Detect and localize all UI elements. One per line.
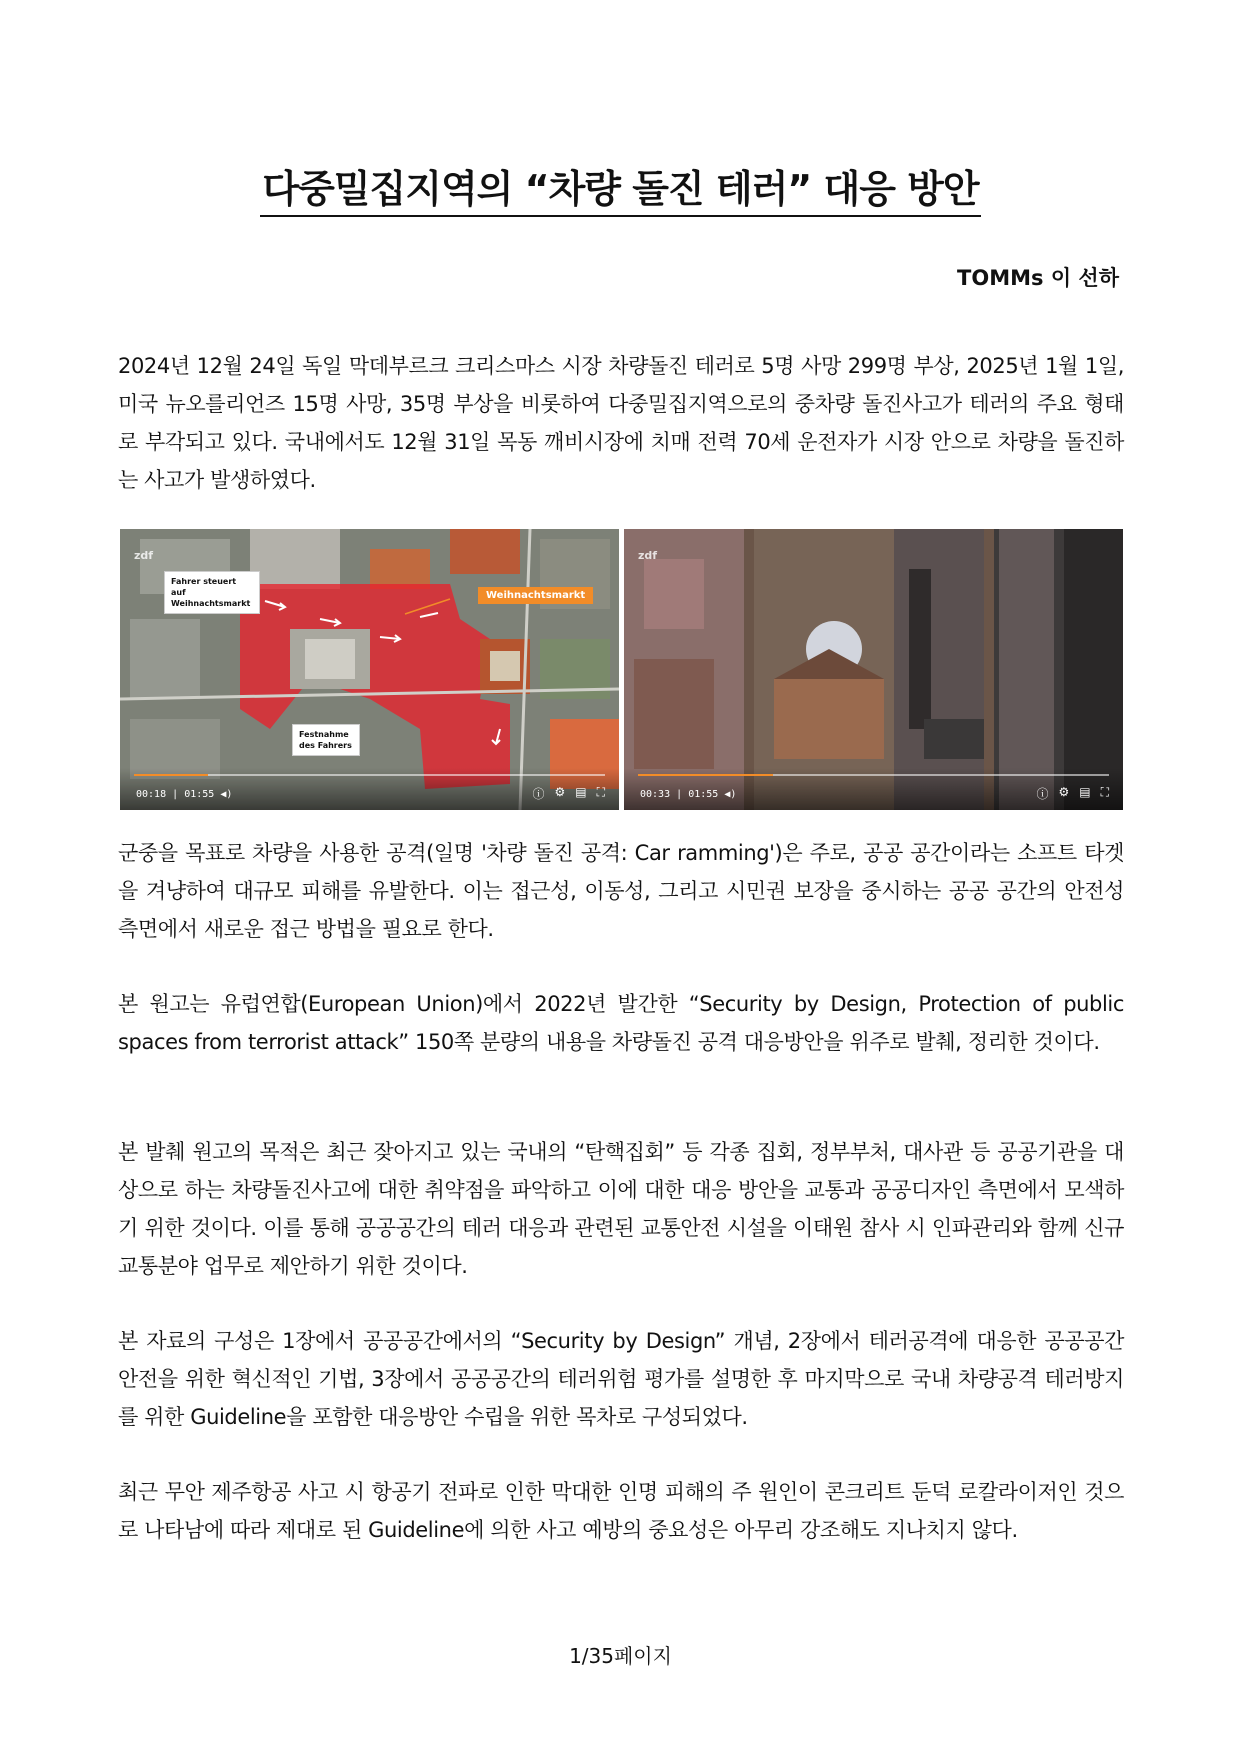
time-current-right: 00:33	[640, 789, 671, 800]
volume-icon[interactable]: ◀)	[724, 789, 737, 800]
progress-fill-right	[638, 774, 773, 776]
subtitles-icon[interactable]: ▤	[575, 785, 587, 799]
fullscreen-icon[interactable]: ⛶	[596, 785, 605, 799]
map-label-arrest: Festnahme des Fahrers	[292, 724, 360, 756]
document-title-text: 다중밀집지역의 “차량 돌진 테러” 대응 방안	[260, 167, 980, 217]
time-total-left: 01:55	[184, 789, 215, 800]
time-total-right: 01:55	[688, 789, 719, 800]
paragraph-3: 본 원고는 유럽연합(European Union)에서 2022년 발간한 “Security by Design, Protection of public spaces from terrorist attack” 150쪽 분량의 내용을 차량돌진 공격 대응방안을 위주로 발췌, 정리한 것이다.	[118, 992, 1124, 1054]
progress-bar-left[interactable]	[134, 774, 605, 776]
video-screenshots-figure	[120, 529, 1123, 810]
progress-bar-right[interactable]	[638, 774, 1109, 776]
zdf-logo: zdf	[638, 549, 658, 562]
gear-icon[interactable]: ⚙	[1058, 785, 1070, 799]
time-separator: |	[676, 789, 689, 800]
subtitles-icon[interactable]: ▤	[1079, 785, 1091, 799]
progress-fill-left	[134, 774, 208, 776]
map-label-driver: Fahrer steuert auf Weihnachtsmarkt	[164, 571, 260, 614]
time-separator: |	[172, 789, 185, 800]
paragraph-1: 2024년 12월 24일 독일 막데부르크 크리스마스 시장 차량돌진 테러로 5명 사망 299명 부상, 2025년 1월 1일, 미국 뉴오를리언즈 15명 사망, 35명 부상을 비롯하여 다중밀집지역으로의 중차량 돌진사고가 테러의 주요 형태로 부각되고 있다. 국내에서도 12월 31일 목동 깨비시장에 치매 전력 70세 운전자가 시장 안으로 차량을 돌진하는 사고가 발생하였다.	[118, 354, 1124, 492]
zdf-logo: zdf	[134, 549, 154, 562]
paragraph-5: 본 자료의 구성은 1장에서 공공공간에서의 “Security by Design” 개념, 2장에서 테러공격에 대응한 공공공간 안전을 위한 혁신적인 기법, 3장에서 공공공간의 테러위험 평가를 설명한 후 마지막으로 국내 차량공격 테러방지를 위한 Guideline을 포함한 대응방안 수립을 위한 목차로 구성되었다.	[118, 1329, 1124, 1429]
video-controls-right	[624, 768, 1123, 810]
paragraph-2: 군중을 목표로 차량을 사용한 공격(일명 '차량 돌진 공격: Car ramming')은 주로, 공공 공간이라는 소프트 타겟을 겨냥하여 대규모 피해를 유발한다. 이는 접근성, 이동성, 그리고 시민권 보장을 중시하는 공공 공간의 안전성 측면에서 새로운 접근 방법을 필요로 한다.	[118, 841, 1124, 941]
time-display-left	[136, 789, 232, 800]
crowd-footage-video[interactable]	[624, 529, 1123, 810]
document-title	[0, 158, 1241, 213]
control-icons-left	[532, 785, 605, 802]
paragraph-6: 최근 무안 제주항공 사고 시 항공기 전파로 인한 막대한 인명 피해의 주 원인이 콘크리트 둔덕 로칼라이저인 것으로 나타남에 따라 제대로 된 Guideline에 의한 사고 예방의 중요성은 아무리 강조해도 지나치지 않다.	[118, 1480, 1124, 1542]
video-controls-left	[120, 768, 619, 810]
page-number: 1/35페이지	[569, 1644, 672, 1668]
info-icon[interactable]: ⓘ	[1036, 787, 1049, 801]
map-label-market: Weihnachtsmarkt	[478, 587, 593, 604]
gear-icon[interactable]: ⚙	[554, 785, 566, 799]
info-icon[interactable]: ⓘ	[532, 787, 545, 801]
time-display-right	[640, 789, 736, 800]
volume-icon[interactable]: ◀)	[220, 789, 233, 800]
paragraph-4: 본 발췌 원고의 목적은 최근 잦아지고 있는 국내의 “탄핵집회” 등 각종 집회, 정부부처, 대사관 등 공공기관을 대상으로 하는 차량돌진사고에 대한 취약점을 파악하고 이에 대한 대응 방안을 교통과 공공디자인 측면에서 모색하기 위한 것이다. 이를 통해 공공공간의 테러 대응과 관련된 교통안전 시설을 이태원 참사 시 인파관리와 함께 신규 교통분야 업무로 제안하기 위한 것이다.	[118, 1140, 1124, 1278]
author-line: TOMMs 이 선하	[957, 266, 1119, 290]
time-current-left: 00:18	[136, 789, 167, 800]
aerial-map-video[interactable]	[120, 529, 619, 810]
control-icons-right	[1036, 785, 1109, 802]
fullscreen-icon[interactable]: ⛶	[1100, 785, 1109, 799]
